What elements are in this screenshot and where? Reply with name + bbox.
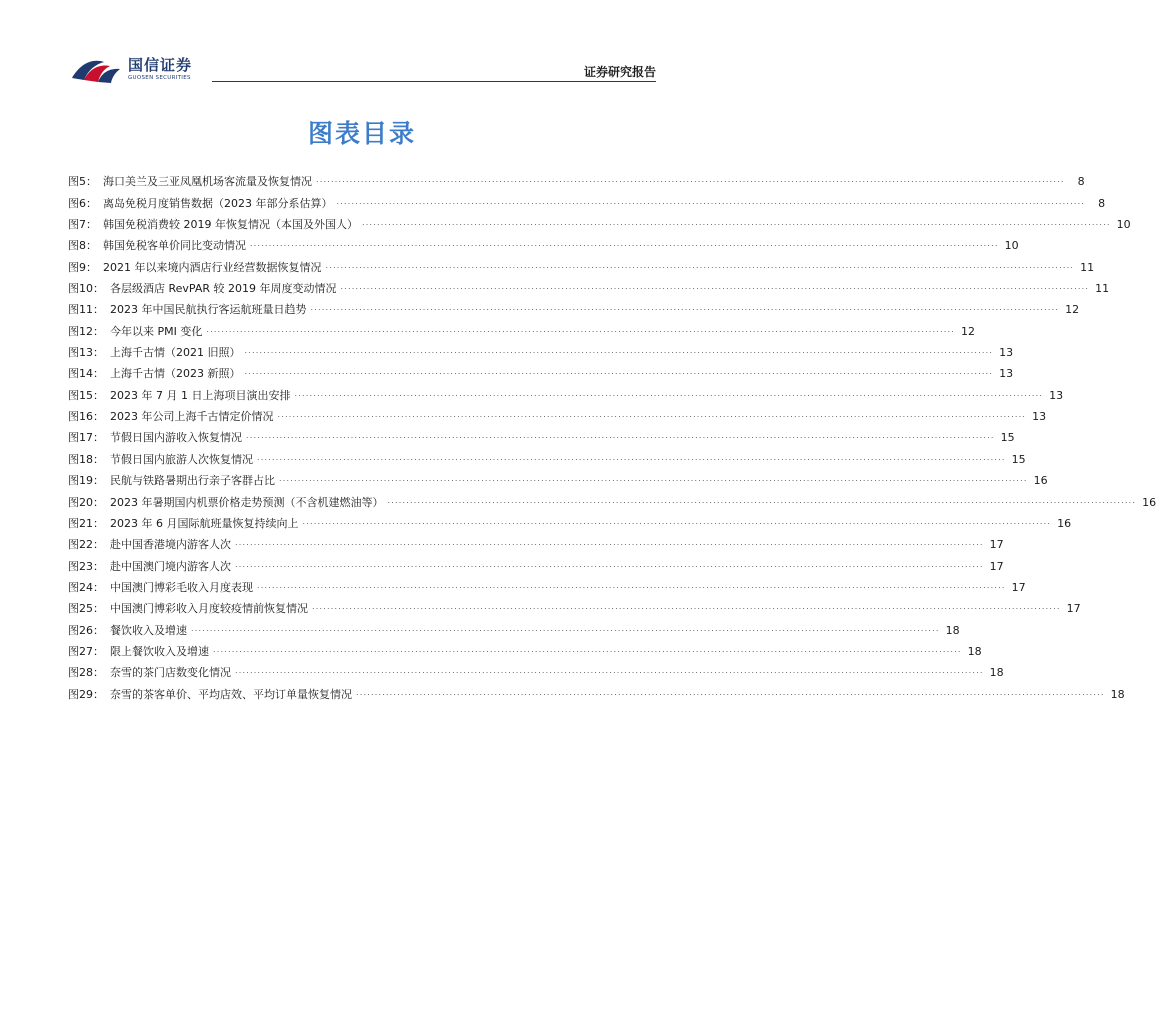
toc-entry-page: 17 [989,559,1004,573]
toc-dot-leader: ........................................................................................................................................................................................................ [235,538,984,548]
page-header [0,0,724,90]
toc-entry[interactable] [68,403,1047,424]
toc-entry-page: 13 [1032,410,1047,424]
toc-dot-leader: ........................................................................................................................................................................................................ [325,260,1075,270]
figure-list [68,168,1156,702]
toc-entry-title: 2023 年公司上海千古情定价情况 [110,410,274,424]
toc-entry-number: 图20： [68,495,104,509]
toc-entry-number: 图28： [68,666,104,680]
toc-entry-title: 节假日国内游收入恢复情况 [110,431,242,445]
toc-entry-page: 16 [1142,495,1156,509]
toc-entry[interactable] [68,680,1125,701]
toc-entry-page: 10 [1004,239,1019,253]
toc-entry-number: 图10： [68,282,104,296]
toc-dot-leader: ........................................................................................................................................................................................................ [213,644,962,654]
toc-entry-title: 离岛免税月度销售数据（2023 年部分系估算） [103,196,333,210]
toc-dot-leader: ........................................................................................................................................................................................................ [191,623,940,633]
guosen-logo [70,52,210,86]
toc-entry[interactable] [68,595,1081,616]
toc-entry-number: 图13： [68,346,104,360]
toc-entry-number: 图17： [68,431,104,445]
toc-dot-leader: ........................................................................................................................................................................................................ [356,687,1105,697]
toc-entry-title: 2023 年中国民航执行客运航班量日趋势 [110,303,307,317]
toc-entry-page: 11 [1095,282,1110,296]
toc-entry[interactable] [68,296,1080,317]
toc-entry[interactable] [68,381,1064,402]
toc-entry[interactable] [68,488,1156,509]
logo-chinese-name: 国信证券 [128,55,193,74]
toc-entry-page: 15 [1011,452,1026,466]
guosen-logo-icon [70,52,126,86]
toc-dot-leader: ........................................................................................................................................................................................................ [279,474,1028,484]
toc-entry-title: 2023 年 6 月国际航班量恢复持续向上 [110,516,299,530]
toc-entry[interactable] [68,445,1026,466]
toc-entry-page: 17 [989,538,1004,552]
toc-entry-page: 13 [1049,388,1064,402]
toc-entry-page: 17 [1066,602,1081,616]
toc-entry[interactable] [68,659,1004,680]
toc-dot-leader: ........................................................................................................................................................................................................ [387,495,1137,505]
toc-entry-title: 韩国免税消费较 2019 年恢复情况（本国及外国人） [103,218,358,232]
toc-entry-title: 2023 年 7 月 1 日上海项目演出安排 [110,388,291,402]
toc-dot-leader: ........................................................................................................................................................................................................ [362,218,1111,228]
toc-entry-title: 限上餐饮收入及增速 [110,644,209,658]
toc-entry[interactable] [68,531,1004,552]
toc-dot-leader: ........................................................................................................................................................................................................ [246,431,995,441]
toc-entry-page: 18 [989,666,1004,680]
toc-entry-title: 民航与铁路暑期出行亲子客群占比 [110,474,275,488]
toc-entry[interactable] [68,552,1004,573]
toc-entry[interactable] [68,275,1110,296]
toc-dot-leader: ........................................................................................................................................................................................................ [244,367,994,377]
toc-entry-page: 18 [1110,687,1125,701]
toc-entry-page: 17 [1011,580,1026,594]
toc-entry[interactable] [68,168,1085,189]
toc-entry-number: 图24： [68,580,104,594]
toc-entry[interactable] [68,638,982,659]
toc-entry-page: 8 [1098,196,1106,210]
toc-entry-number: 图9： [68,260,97,274]
toc-entry-title: 海口美兰及三亚凤凰机场客流量及恢复情况 [103,175,312,189]
toc-entry-title: 2021 年以来境内酒店行业经营数据恢复情况 [103,260,322,274]
toc-dot-leader: ........................................................................................................................................................................................................ [316,175,1065,185]
toc-entry-title: 各层级酒店 RevPAR 较 2019 年周度变动情况 [110,282,337,296]
toc-entry[interactable] [68,616,960,637]
toc-dot-leader: ........................................................................................................................................................................................................ [257,580,1006,590]
toc-entry-page: 13 [999,367,1014,381]
toc-entry-number: 图29： [68,687,104,701]
toc-entry-title: 中国澳门博彩毛收入月度表现 [110,580,253,594]
toc-dot-leader: ........................................................................................................................................................................................................ [235,666,984,676]
toc-entry-title: 上海千古情（2021 旧照） [110,346,241,360]
toc-entry[interactable] [68,211,1131,232]
toc-entry-number: 图25： [68,602,104,616]
toc-entry-title: 2023 年暑期国内机票价格走势预测（不含机建燃油等） [110,495,384,509]
toc-dot-leader: ........................................................................................................................................................................................................ [277,410,1027,420]
toc-entry-title: 奈雪的茶门店数变化情况 [110,666,231,680]
toc-entry-number: 图23： [68,559,104,573]
toc-entry-title: 今年以来 PMI 变化 [110,324,203,338]
toc-entry[interactable] [68,232,1019,253]
toc-entry-number: 图22： [68,538,104,552]
toc-dot-leader: ........................................................................................................................................................................................................ [294,388,1044,398]
toc-dot-leader: ........................................................................................................................................................................................................ [206,324,955,334]
toc-entry-number: 图8： [68,239,97,253]
toc-entry-title: 上海千古情（2023 新照） [110,367,241,381]
toc-entry-page: 13 [999,346,1014,360]
toc-entry-number: 图16： [68,410,104,424]
toc-entry-title: 中国澳门博彩收入月度较疫情前恢复情况 [110,602,308,616]
toc-entry-title: 赴中国香港境内游客人次 [110,538,231,552]
toc-dot-leader: ........................................................................................................................................................................................................ [336,196,1086,206]
toc-dot-leader: ........................................................................................................................................................................................................ [250,239,999,249]
toc-entry[interactable] [68,253,1095,274]
toc-entry-number: 图14： [68,367,104,381]
toc-entry-page: 16 [1033,474,1048,488]
toc-entry-number: 图6： [68,196,97,210]
toc-dot-leader: ........................................................................................................................................................................................................ [235,559,984,569]
toc-entry-page: 16 [1057,516,1072,530]
toc-dot-leader: ........................................................................................................................................................................................................ [340,282,1090,292]
toc-dot-leader: ........................................................................................................................................................................................................ [257,452,1006,462]
toc-entry-number: 图5： [68,175,97,189]
toc-entry-page: 12 [1065,303,1080,317]
toc-entry-title: 餐饮收入及增速 [110,623,187,637]
report-type-label: 证券研究报告 [583,65,656,79]
toc-entry-number: 图27： [68,644,104,658]
toc-entry-number: 图11： [68,303,104,317]
toc-entry-title: 节假日国内旅游人次恢复情况 [110,452,253,466]
toc-entry-title: 赴中国澳门境内游客人次 [110,559,231,573]
toc-entry[interactable] [68,317,975,338]
toc-entry-number: 图7： [68,218,97,232]
toc-entry-page: 18 [945,623,960,637]
toc-entry-page: 8 [1077,175,1085,189]
toc-entry-page: 11 [1080,260,1095,274]
toc-dot-leader: ........................................................................................................................................................................................................ [310,303,1060,313]
toc-entry[interactable] [68,574,1026,595]
header-divider [212,81,656,82]
toc-dot-leader: ........................................................................................................................................................................................................ [244,346,994,356]
toc-entry-number: 图19： [68,474,104,488]
toc-entry-page: 15 [1000,431,1015,445]
page-title: 图表目录 [307,119,416,148]
toc-entry-title: 奈雪的茶客单价、平均店效、平均订单量恢复情况 [110,687,352,701]
toc-entry[interactable] [68,189,1106,210]
toc-entry-page: 12 [960,324,975,338]
toc-entry-number: 图18： [68,452,104,466]
toc-dot-leader: ........................................................................................................................................................................................................ [302,516,1052,526]
toc-entry-number: 图15： [68,388,104,402]
toc-entry[interactable] [68,467,1048,488]
toc-entry-title: 韩国免税客单价同比变动情况 [103,239,246,253]
toc-entry[interactable] [68,339,1014,360]
toc-entry-number: 图21： [68,516,104,530]
toc-dot-leader: ........................................................................................................................................................................................................ [312,602,1061,612]
logo-english-name: GUOSEN SECURITIES [128,74,191,81]
toc-entry-page: 18 [967,644,982,658]
toc-entry-number: 图12： [68,324,104,338]
toc-entry-number: 图26： [68,623,104,637]
toc-entry[interactable] [68,360,1014,381]
toc-entry-page: 10 [1116,218,1131,232]
toc-entry[interactable] [68,510,1072,531]
toc-entry[interactable] [68,424,1015,445]
